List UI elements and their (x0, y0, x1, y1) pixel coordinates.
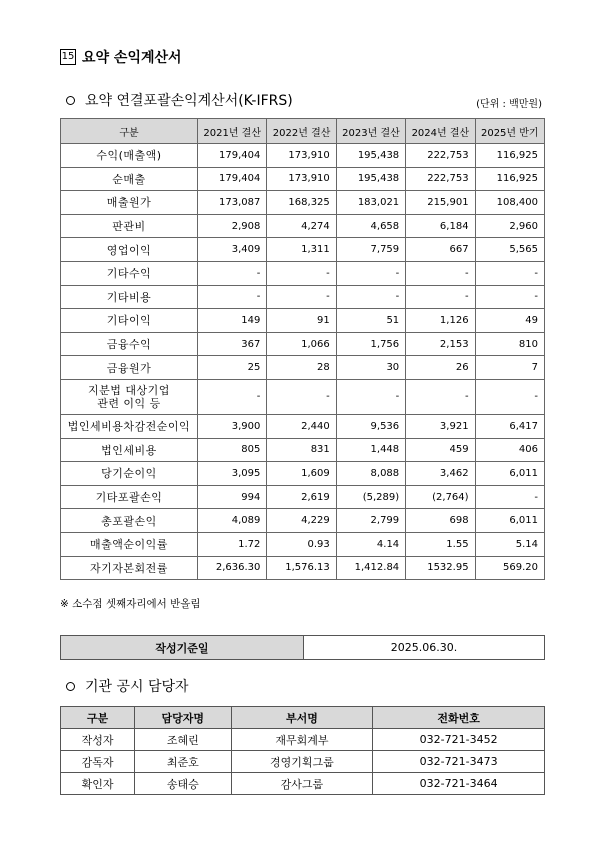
row-label: 기타수익 (61, 261, 198, 285)
cell-value: 116,925 (475, 167, 544, 191)
cell-value: 3,409 (198, 238, 267, 262)
cell-value: - (336, 261, 405, 285)
cell-value: (2,764) (406, 485, 475, 509)
cell-value: 4.14 (336, 532, 405, 556)
cell-value: 2,440 (267, 414, 336, 438)
cell-value: 2,908 (198, 214, 267, 238)
table-row (61, 532, 545, 556)
page-title (60, 47, 182, 67)
table-cell: 작성자 (61, 729, 135, 751)
column-header: 구분 (61, 707, 135, 729)
cell-value: 1,412.84 (336, 556, 405, 580)
row-label: 매출액순이익률 (61, 532, 198, 556)
table-cell: 경영기획그룹 (231, 751, 373, 773)
table-row (61, 462, 545, 486)
column-header-year: 2025년 반기 (475, 119, 544, 144)
cell-value: 222,753 (406, 144, 475, 168)
section1-heading-text: 요약 연결포괄손익계산서(K-IFRS) (85, 93, 293, 109)
table-row (61, 356, 545, 380)
income-statement-table (60, 118, 545, 580)
table-row (61, 191, 545, 215)
row-label: 법인세비용 (61, 438, 198, 462)
table-row (61, 309, 545, 333)
cell-value: 1,311 (267, 238, 336, 262)
cell-value: - (267, 285, 336, 309)
table-cell: 재무회계부 (231, 729, 373, 751)
cell-value: 3,462 (406, 462, 475, 486)
column-header-category: 구분 (61, 119, 198, 144)
table-row (61, 238, 545, 262)
column-header-year: 2021년 결산 (198, 119, 267, 144)
table-cell: 032-721-3452 (373, 729, 545, 751)
cell-value: 183,021 (336, 191, 405, 215)
cell-value: - (475, 485, 544, 509)
table-cell: 조혜린 (135, 729, 232, 751)
table-row (61, 214, 545, 238)
row-label: 순매출 (61, 167, 198, 191)
cell-value: 1.55 (406, 532, 475, 556)
cell-value: 25 (198, 356, 267, 380)
cell-value: 4,658 (336, 214, 405, 238)
column-header-year: 2023년 결산 (336, 119, 405, 144)
cell-value: 0.93 (267, 532, 336, 556)
row-label: 총포괄손익 (61, 509, 198, 533)
cell-value: 1,576.13 (267, 556, 336, 580)
table-row (61, 332, 545, 356)
section-number: 15 (60, 49, 76, 65)
cell-value: 994 (198, 485, 267, 509)
cell-value: - (198, 285, 267, 309)
cell-value: 9,536 (336, 414, 405, 438)
circle-bullet-icon (66, 682, 75, 691)
cell-value: 149 (198, 309, 267, 333)
cell-value: (5,289) (336, 485, 405, 509)
cell-value: 569.20 (475, 556, 544, 580)
cell-value: 810 (475, 332, 544, 356)
column-header: 부서명 (231, 707, 373, 729)
cell-value: 367 (198, 332, 267, 356)
row-label: 기타비용 (61, 285, 198, 309)
table-row (61, 773, 545, 795)
table-row (61, 729, 545, 751)
table-row (61, 167, 545, 191)
table-cell: 032-721-3464 (373, 773, 545, 795)
cell-value: 26 (406, 356, 475, 380)
cell-value: 406 (475, 438, 544, 462)
cell-value: 7,759 (336, 238, 405, 262)
table-cell: 확인자 (61, 773, 135, 795)
cell-value: 1,609 (267, 462, 336, 486)
cell-value: 195,438 (336, 167, 405, 191)
cell-value: 195,438 (336, 144, 405, 168)
cell-value: 3,095 (198, 462, 267, 486)
cell-value: 6,011 (475, 509, 544, 533)
row-label: 영업이익 (61, 238, 198, 262)
cell-value: 667 (406, 238, 475, 262)
cell-value: 173,910 (267, 144, 336, 168)
cell-value: 173,087 (198, 191, 267, 215)
cell-value: 5,565 (475, 238, 544, 262)
table-row (61, 261, 545, 285)
table-cell: 송태승 (135, 773, 232, 795)
cell-value: - (336, 285, 405, 309)
cell-value: 168,325 (267, 191, 336, 215)
cell-value: 1,066 (267, 332, 336, 356)
cell-value: - (336, 379, 405, 414)
table-cell: 032-721-3473 (373, 751, 545, 773)
row-label: 지분법 대상기업 관련 이익 등 (61, 379, 198, 414)
table-cell: 감사그룹 (231, 773, 373, 795)
cell-value: - (267, 379, 336, 414)
cell-value: 4,274 (267, 214, 336, 238)
cell-value: 108,400 (475, 191, 544, 215)
cell-value: 831 (267, 438, 336, 462)
cell-value: 459 (406, 438, 475, 462)
section2-heading (66, 676, 189, 696)
cell-value: 1532.95 (406, 556, 475, 580)
cell-value: 1,126 (406, 309, 475, 333)
cell-value: 2,153 (406, 332, 475, 356)
cell-value: 173,910 (267, 167, 336, 191)
basis-date-table (60, 635, 545, 660)
row-label: 기타이익 (61, 309, 198, 333)
cell-value: 6,184 (406, 214, 475, 238)
cell-value: 51 (336, 309, 405, 333)
cell-value: 4,229 (267, 509, 336, 533)
table-row (61, 509, 545, 533)
cell-value: - (475, 285, 544, 309)
basis-date-value: 2025.06.30. (304, 636, 545, 660)
cell-value: 2,619 (267, 485, 336, 509)
cell-value: - (406, 379, 475, 414)
section1-heading (66, 90, 293, 110)
cell-value: - (475, 379, 544, 414)
cell-value: - (267, 261, 336, 285)
row-label: 판관비 (61, 214, 198, 238)
cell-value: - (198, 379, 267, 414)
cell-value: 4,089 (198, 509, 267, 533)
column-header: 전화번호 (373, 707, 545, 729)
table-row (61, 144, 545, 168)
cell-value: - (198, 261, 267, 285)
cell-value: 6,417 (475, 414, 544, 438)
cell-value: 1.72 (198, 532, 267, 556)
cell-value: 7 (475, 356, 544, 380)
table-row (61, 379, 545, 414)
circle-bullet-icon (66, 96, 75, 105)
cell-value: 2,636.30 (198, 556, 267, 580)
cell-value: 3,900 (198, 414, 267, 438)
table-row (61, 751, 545, 773)
row-label: 당기순이익 (61, 462, 198, 486)
cell-value: 30 (336, 356, 405, 380)
cell-value: 8,088 (336, 462, 405, 486)
table-row (61, 556, 545, 580)
row-label: 수익(매출액) (61, 144, 198, 168)
table-row (61, 414, 545, 438)
row-label: 기타포괄손익 (61, 485, 198, 509)
cell-value: 698 (406, 509, 475, 533)
row-label: 법인세비용차감전순이익 (61, 414, 198, 438)
table-cell: 최준호 (135, 751, 232, 773)
cell-value: 116,925 (475, 144, 544, 168)
cell-value: 179,404 (198, 167, 267, 191)
cell-value: 6,011 (475, 462, 544, 486)
column-header-year: 2024년 결산 (406, 119, 475, 144)
cell-value: 1,756 (336, 332, 405, 356)
row-label: 금융수익 (61, 332, 198, 356)
page-title-text: 요약 손익계산서 (82, 50, 182, 66)
contact-table (60, 706, 545, 795)
cell-value: 28 (267, 356, 336, 380)
row-label: 금융원가 (61, 356, 198, 380)
column-header: 담당자명 (135, 707, 232, 729)
basis-date-label: 작성기준일 (61, 636, 304, 660)
cell-value: - (475, 261, 544, 285)
row-label: 매출원가 (61, 191, 198, 215)
cell-value: 1,448 (336, 438, 405, 462)
cell-value: 222,753 (406, 167, 475, 191)
table-row (61, 485, 545, 509)
row-label: 자기자본회전률 (61, 556, 198, 580)
table-row (61, 438, 545, 462)
rounding-note: ※ 소수점 셋째자리에서 반올림 (60, 598, 201, 610)
cell-value: 805 (198, 438, 267, 462)
cell-value: - (406, 261, 475, 285)
cell-value: 179,404 (198, 144, 267, 168)
unit-label: (단위 : 백만원) (476, 99, 542, 110)
cell-value: - (406, 285, 475, 309)
column-header-year: 2022년 결산 (267, 119, 336, 144)
cell-value: 215,901 (406, 191, 475, 215)
cell-value: 3,921 (406, 414, 475, 438)
table-row (61, 285, 545, 309)
cell-value: 5.14 (475, 532, 544, 556)
section2-heading-text: 기관 공시 담당자 (85, 679, 189, 695)
cell-value: 49 (475, 309, 544, 333)
table-cell: 감독자 (61, 751, 135, 773)
cell-value: 2,960 (475, 214, 544, 238)
cell-value: 91 (267, 309, 336, 333)
cell-value: 2,799 (336, 509, 405, 533)
